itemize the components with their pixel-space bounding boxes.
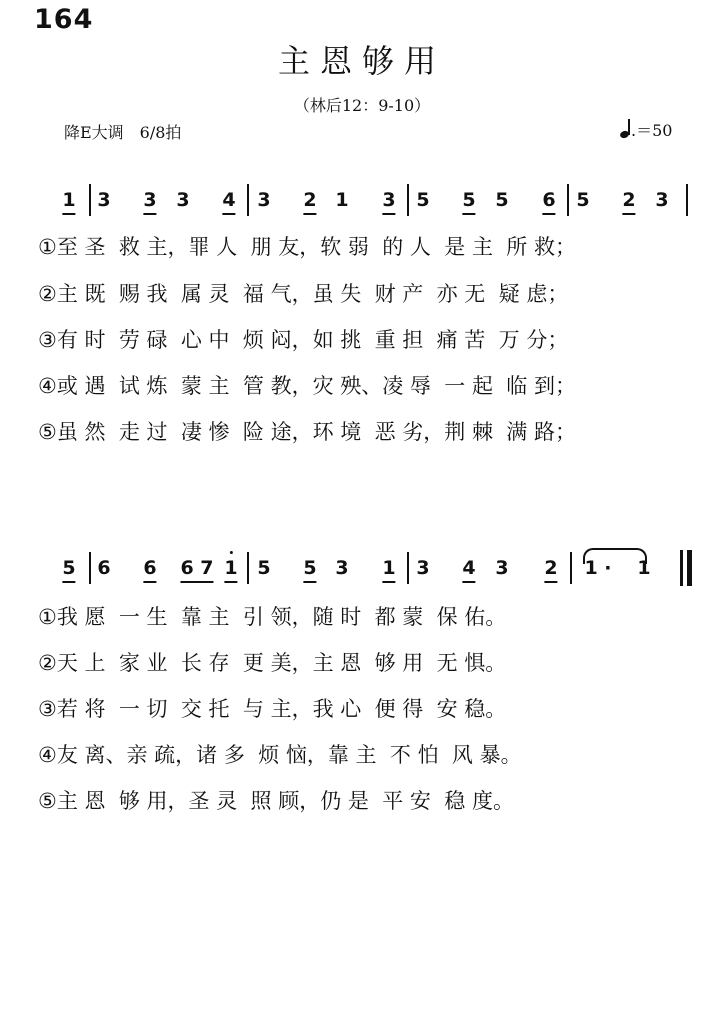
note: 6 (97, 557, 111, 579)
verse-3-line-a: ③有 时 劳 碌 心 中 烦 闷，如 挑 重 担 痛 苦 万 分； (38, 328, 569, 352)
note: 5 (576, 189, 590, 211)
note: 2 (622, 188, 635, 215)
note: 4 (222, 188, 235, 215)
note: 2 (303, 188, 316, 215)
octave-dot (229, 551, 232, 554)
note: 2 (544, 556, 557, 583)
verse-1-line-a: ①至 圣 救 主，罪 人 朋 友，软 弱 的 人 是 主 所 救； (38, 235, 576, 259)
note: 1 (224, 556, 237, 583)
page-title: 主恩够用 (277, 42, 446, 80)
verse-2-line-b: ②天 上 家 业 长 存 更 美，主 恩 够 用 无 惧。 (38, 651, 507, 675)
bar-line (247, 552, 249, 584)
note: 1 (637, 557, 651, 579)
note: 4 (462, 556, 475, 583)
note: 1 (382, 556, 395, 583)
bar-line (407, 184, 409, 216)
tempo-marking (620, 118, 672, 141)
note: 3 (257, 189, 271, 211)
bar-line (247, 184, 249, 216)
note: 3 (495, 557, 509, 579)
note: 3 (382, 188, 395, 215)
hymn-number: 164 (34, 4, 94, 35)
verse-4-line-a: ④或 遇 试 炼 蒙 主 管 教，灾 殃、凌 辱 一 起 临 到； (38, 374, 576, 398)
verse-5-line-b: ⑤主 恩 够 用，圣 灵 照 顾，仍 是 平 安 稳 度。 (38, 789, 514, 813)
note: 5 (303, 556, 316, 583)
note: 3 (416, 557, 430, 579)
note: 3 (176, 189, 190, 211)
bar-line (567, 184, 569, 216)
notation-line-1 (0, 188, 724, 220)
note: 5 (495, 189, 509, 211)
bar-line (570, 552, 572, 584)
verse-5-line-a: ⑤虽 然 走 过 凄 惨 险 途，环 境 恶 劣，荆 棘 满 路； (38, 420, 576, 444)
bar-line (89, 184, 91, 216)
note: 5 (416, 189, 430, 211)
bar-line (89, 552, 91, 584)
tempo-value: .＝50 (631, 121, 673, 140)
verse-2-line-a: ②主 既 赐 我 属 灵 福 气，虽 失 财 产 亦 无 疑 虑； (38, 282, 569, 306)
note: 3 (335, 557, 349, 579)
note: 1 · (584, 557, 612, 579)
note: 5 (257, 557, 271, 579)
note: 1 (335, 189, 349, 211)
scripture-reference: （林后12：9-10） (293, 96, 431, 115)
note: 5 (62, 556, 75, 583)
note: 1 (62, 188, 75, 215)
bar-line (686, 184, 688, 216)
notation-line-2 (0, 556, 724, 588)
verse-1-line-b: ①我 愿 一 生 靠 主 引 领，随 时 都 蒙 保 佑。 (38, 605, 507, 629)
note: 6 7 (180, 556, 213, 583)
verse-3-line-b: ③若 将 一 切 交 托 与 主，我 心 便 得 安 稳。 (38, 697, 507, 721)
final-bar-line-thin (680, 550, 683, 586)
final-bar-line-thick (687, 550, 692, 586)
bar-line (407, 552, 409, 584)
verse-4-line-b: ④友 离、亲 疏，诸 多 烦 恼，靠 主 不 怕 风 暴。 (38, 743, 522, 767)
note: 6 (542, 188, 555, 215)
note: 3 (655, 189, 669, 211)
key-signature: 降E大调 6/8拍 (64, 123, 182, 142)
note: 6 (143, 556, 156, 583)
dotted-quarter-note-icon (620, 119, 630, 139)
note: 5 (462, 188, 475, 215)
note: 3 (143, 188, 156, 215)
note: 3 (97, 189, 111, 211)
